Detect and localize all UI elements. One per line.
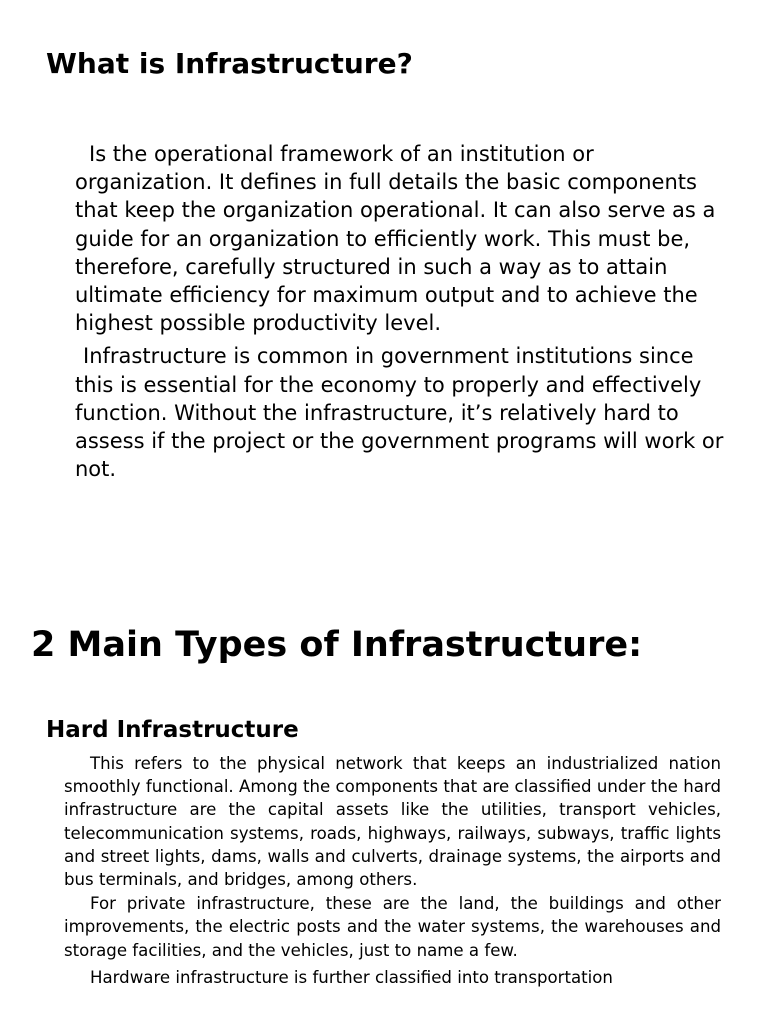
- hard-infrastructure-body: [64, 752, 721, 989]
- hard-paragraph-1: This refers to the physical network that keeps an industrialized nation smoothly functional. Among the components that are classified under the hard infrastructure are the capital assets like the utilities, transport vehicles, telecommunication systems, roads, highways, railways, subways, traffic lights and street lights, dams, walls and culverts, drainage systems, the airports and bus terminals, and bridges, among others.: [64, 754, 721, 890]
- intro-paragraph-2: Infrastructure is common in government institutions since this is essential for the economy to properly and effectively function. Without the infrastructure, it’s relatively hard to assess if the project or the government programs will work or not.: [75, 344, 724, 482]
- page-title: What is Infrastructure?: [46, 47, 413, 80]
- hard-paragraph-2: For private infrastructure, these are the land, the buildings and other improvements, the electric posts and the water systems, the warehouses and storage facilities, and the vehicles, just to name a few.: [64, 894, 721, 960]
- intro-section: [75, 140, 725, 483]
- types-section-heading: 2 Main Types of Infrastructure:: [31, 625, 643, 665]
- hard-infrastructure-heading: Hard Infrastructure: [46, 717, 299, 743]
- hard-paragraph-3: Hardware infrastructure is further classified into transportation: [90, 967, 613, 987]
- intro-paragraph-1: Is the operational framework of an institution or organization. It defines in full details the basic components that keep the organization operational. It can also serve as a guide for an organization to efficiently work. This must be, therefore, carefully structured in such a way as to attain ultimate efficiency for maximum output and to achieve the highest possible productivity level.: [75, 142, 716, 336]
